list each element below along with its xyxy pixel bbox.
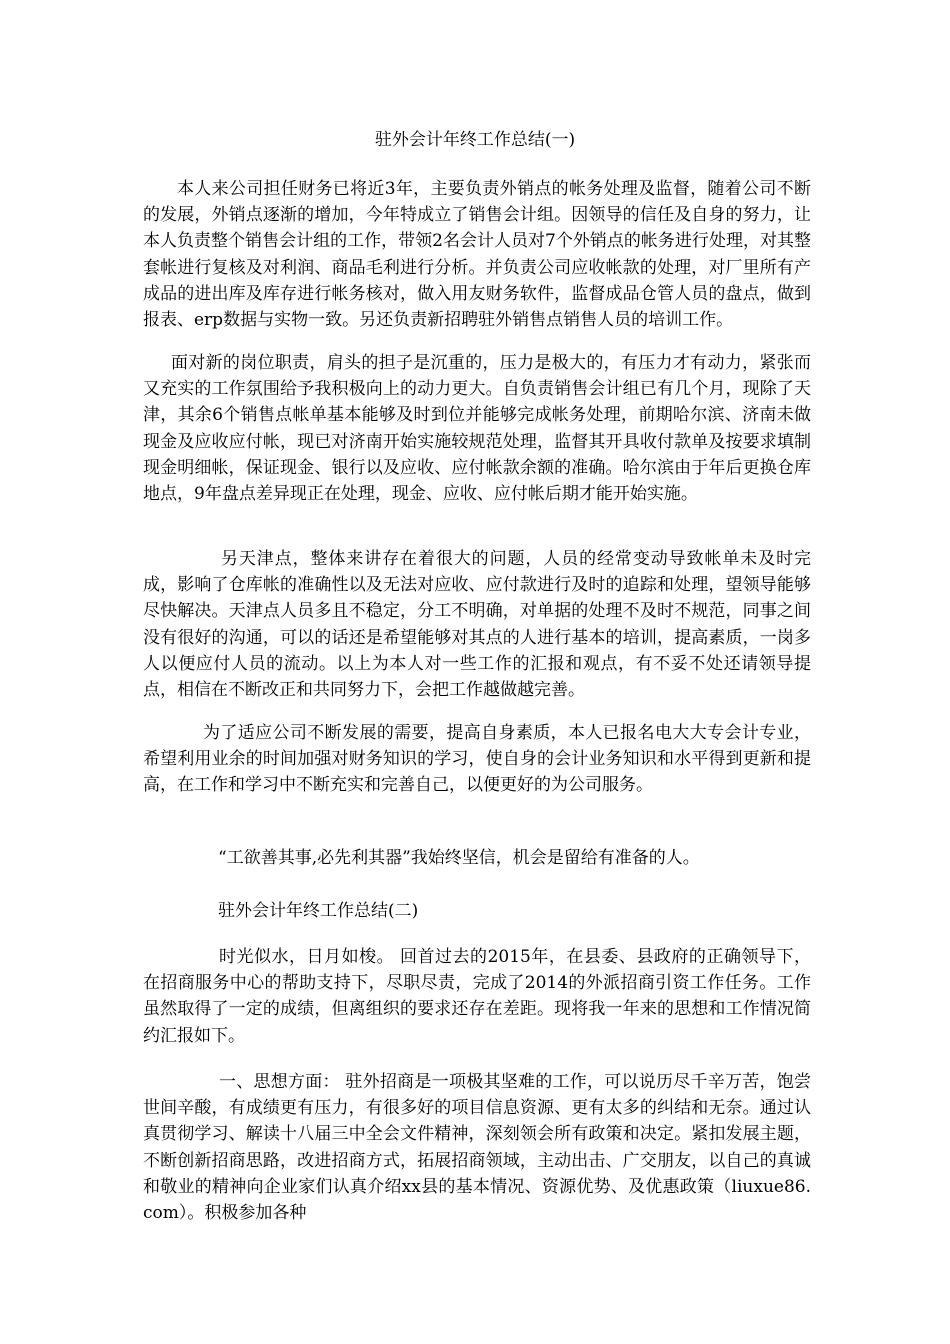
section-subtitle: 驻外会计年终工作总结(二) [218,901,419,921]
paragraph-6: 一、思想方面： 驻外招商是一项极其坚难的工作，可以说历尽千辛万苦，饱尝世间辛酸，有成绩更有压力，有很多好的项目信息资源、更有太多的纠结和无奈。通过认真贯彻学习、解读十八届三中全会文件精神，深刻领会所有政策和决定。紧扣发展主题，不断创新招商思路，改进招商方式，拓展招商领域，主动出击、广交朋友，以自己的真诚和敬业的精神向企业家们认真介绍xx县的基本情况、资源优势、及优惠政策（liuxue86.com）。积极参加各种 [143,1072,811,1224]
paragraph-2: 面对新的岗位职责，肩头的担子是沉重的，压力是极大的，有压力才有动力，紧张而又充实的工作氛围给予我积极向上的动力更大。自负责销售会计组已有几个月，现除了天津，其余6个销售点帐单基本能够及时到位并能够完成帐务处理，前期哈尔滨、济南未做现金及应收应付帐，现已对济南开始实施较规范处理，监督其开具收付款单及按要求填制现金明细帐，保证现金、银行以及应收、应付帐款余额的准确。哈尔滨由于年后更换仓库地点，9年盘点差异现正在处理，现金、应收、应付帐后期才能开始实施。 [143,353,811,505]
paragraph-1: 本人来公司担任财务已将近3年，主要负责外销点的帐务处理及监督，随着公司不断的发展，外销点逐渐的增加，今年特成立了销售会计组。因领导的信任及自身的努力，让本人负责整个销售会计组的工作，带领2名会计人员对7个外销点的帐务进行处理，对其整套帐进行复核及对利润、商品毛利进行分析。并负责公司应收帐款的处理，对厂里所有产成品的进出库及库存进行帐务核对，做入用友财务软件，监督成品仓管人员的盘点，做到报表、erp数据与实物一致。另还负责新招聘驻外销售点销售人员的培训工作。 [143,179,811,331]
quote-line: “工欲善其事,必先利其器”我始终坚信，机会是留给有准备的人。 [218,848,700,868]
paragraph-4: 为了适应公司不断发展的需要，提高自身素质，本人已报名电大大专会计专业，希望利用业余的时间加强对财务知识的学习，使自身的会计业务知识和水平得到更新和提高，在工作和学习中不断充实和完善自己，以便更好的为公司服务。 [143,723,811,796]
paragraph-3: 另天津点，整体来讲存在着很大的问题，人员的经常变动导致帐单未及时完成，影响了仓库帐的准确性以及无法对应收、应付款进行及时的追踪和处理，望领导能够尽快解决。天津点人员多且不稳定，分工不明确，对单据的处理不及时不规范，同事之间没有很好的沟通，可以的话还是希望能够对其点的人进行基本的培训，提高素质，一岗多人以便应付人员的流动。以上为本人对一些工作的汇报和观点，有不妥不处还请领导提点，相信在不断改正和共同努力下，会把工作越做越完善。 [143,549,811,701]
document-title: 驻外会计年终工作总结(一) [374,130,576,150]
paragraph-5: 时光似水，日月如梭。 回首过去的2015年，在县委、县政府的正确领导下，在招商服务中心的帮助支持下，尽职尽责，完成了2014的外派招商引资工作任务。工作虽然取得了一定的成绩，但离组织的要求还存在差距。现将我一年来的思想和工作情况简约汇报如下。 [143,947,811,1046]
